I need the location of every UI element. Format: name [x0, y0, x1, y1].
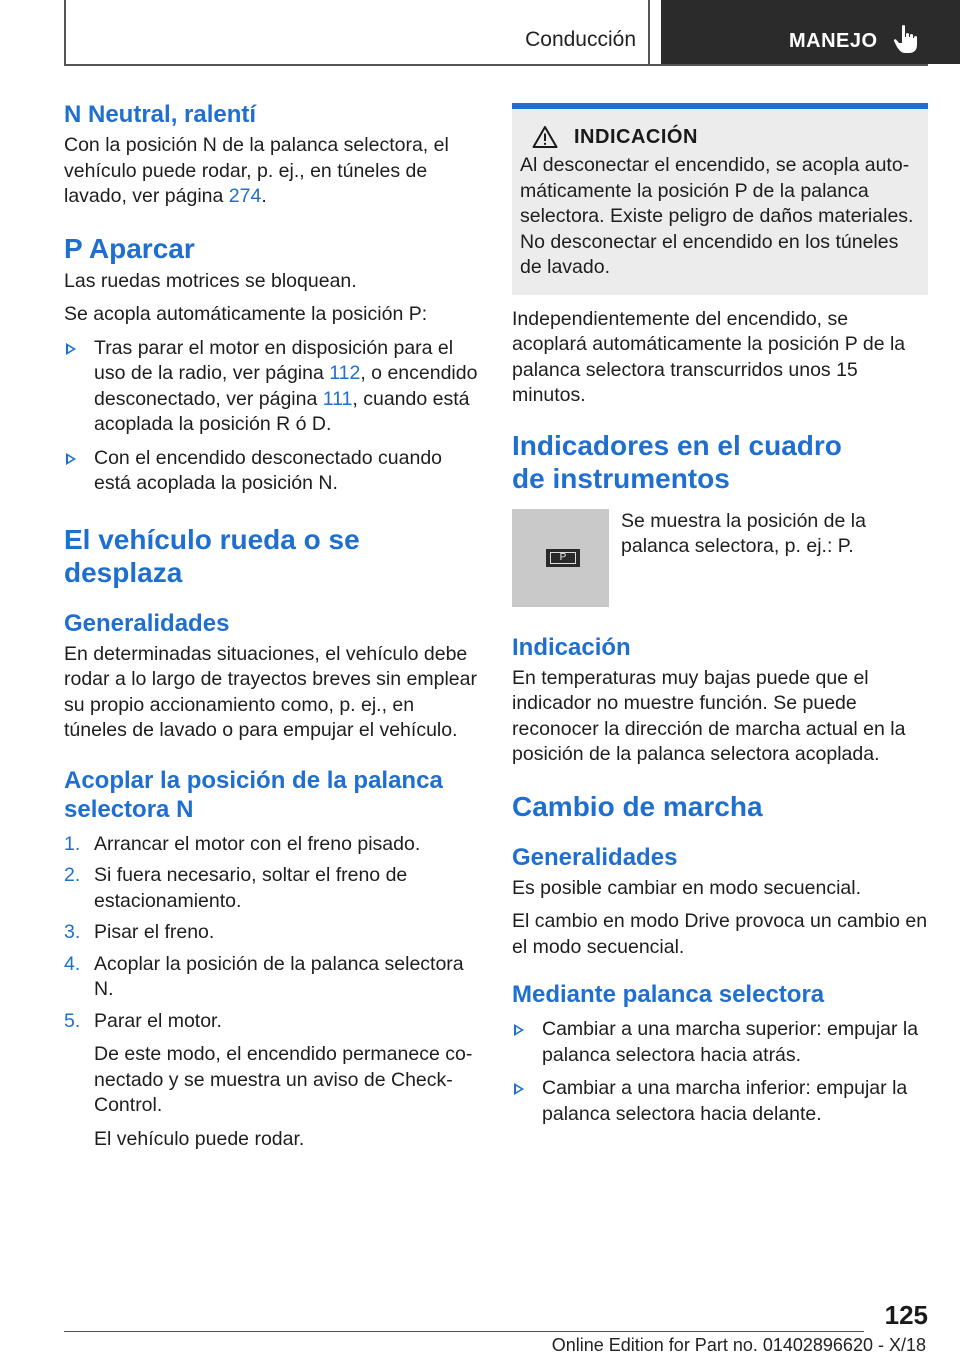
lever-heading: Mediante palanca selectora	[512, 981, 825, 1008]
engage-after-2: El vehículo puede rodar.	[94, 1127, 305, 1150]
engage-heading: Acoplar la posición de la palanca selectora N	[64, 766, 443, 823]
list-item: Cambiar a una marcha superior: empujar la palanca selectora hacia atrás.	[512, 1017, 928, 1068]
rolling-subheading: Generalidades	[64, 609, 230, 637]
note-box	[512, 103, 928, 295]
gear-indicator-image	[512, 509, 609, 607]
park-heading: P Aparcar	[64, 232, 195, 264]
indication-heading: Indicación	[512, 633, 631, 661]
list-item: 3. Pisar el freno.	[64, 921, 215, 943]
list-item: 4. Acoplar la posición de la palanca selectora N.	[64, 952, 464, 1000]
shift-heading: Cambio de marcha	[512, 790, 763, 822]
triangle-bullet-icon	[514, 1083, 524, 1095]
page-link-112[interactable]: 112	[329, 362, 361, 384]
triangle-bullet-icon	[66, 343, 76, 355]
shift-paragraph-2: El cambio en modo Drive provoca un cambio en el modo secuencial.	[512, 910, 928, 958]
header-rule	[64, 64, 928, 66]
list-item: 5. Parar el motor.	[64, 1009, 222, 1032]
page-link-274[interactable]: 274	[228, 185, 262, 207]
neutral-heading: N Neutral, ralentí	[64, 101, 257, 128]
neutral-paragraph: Con la posición N de la palanca selectora, el vehículo puede rodar, p. ej., en túneles de lavado, ver página 274.	[64, 134, 449, 207]
header-chapter-tab[interactable]	[661, 0, 960, 64]
list-item: Con el encendido desconectado cuando está acoplada la posición N.	[64, 446, 480, 497]
park-bullet-list	[64, 336, 480, 497]
engage-after-1: De este modo, el encendido permanece conectado y se muestra un aviso de Check-Control.	[94, 1043, 473, 1116]
list-item: Tras parar el motor en disposición para el uso de la radio, ver página 112, o encendido desconectado, ver página 111, cuando está acoplada la posición R ó D.	[64, 336, 480, 438]
list-item: 1. Arrancar el motor con el freno pisado.	[64, 832, 421, 855]
engage-steps	[64, 832, 480, 1035]
shift-subheading: Generalidades	[512, 843, 678, 871]
indicators-heading: Indicadores en el cuadro de instrumentos	[512, 429, 842, 494]
park-paragraph-1: Las ruedas motrices se bloquean.	[64, 269, 357, 292]
footer-edition: Online Edition for Part no. 01402896620 - X/18	[551, 1335, 926, 1355]
rolling-paragraph: En determinadas situaciones, el vehículo debe rodar a lo largo de trayectos breves sin emplear su propio accionamiento como, p. ej., en túneles de lavado o para empujar el vehículo.	[64, 642, 477, 741]
page-link-111[interactable]: 111	[322, 387, 353, 410]
lever-bullet-list	[512, 1017, 928, 1127]
note-text: Al desconectar el encendido, se acopla automáticamente la posición P de la palanca selectora. Existe peligro de daños materiales. No desconectar el encendido en los túneles de lavado.	[520, 154, 914, 278]
header-divider	[648, 0, 650, 66]
indicators-paragraph: Se muestra la posición de la palanca selectora, p. ej.: P.	[621, 509, 866, 557]
indicator-figure-row	[512, 509, 928, 607]
triangle-bullet-icon	[66, 453, 76, 465]
list-item: 2. Si fuera necesario, soltar el freno de estacionamiento.	[64, 864, 408, 912]
note-title: INDICACIÓN	[520, 125, 916, 149]
shift-paragraph-1: Es posible cambiar en modo secuencial.	[512, 876, 862, 899]
chapter-label: MANEJO	[789, 30, 878, 52]
hand-pointer-icon	[893, 24, 919, 54]
rolling-heading: El vehículo rueda o se desplaza	[64, 523, 360, 588]
indication-paragraph: En temperaturas muy bajas puede que el indicador no muestre función. Se puede reconocer la dirección de marcha actual en la posición de la palanca selectora acoplada.	[512, 666, 906, 765]
left-column	[64, 100, 480, 1152]
gear-p-label: P	[550, 552, 576, 564]
page-number: 125	[884, 1300, 928, 1330]
footer-rule	[64, 1331, 864, 1332]
triangle-bullet-icon	[514, 1024, 524, 1036]
right-column	[512, 103, 928, 1127]
park-paragraph-2: Se acopla automáticamente la posición P:	[64, 303, 428, 325]
after-note-paragraph: Independientemente del encendido, se acoplará automáticamente la posición P de la palanca selectora transcurridos unos 15 minutos.	[512, 307, 906, 406]
warning-triangle-icon	[532, 125, 558, 149]
list-item: Cambiar a una marcha inferior: empujar la palanca selectora hacia delante.	[512, 1076, 928, 1127]
header-section-title: Conducción	[525, 28, 636, 51]
